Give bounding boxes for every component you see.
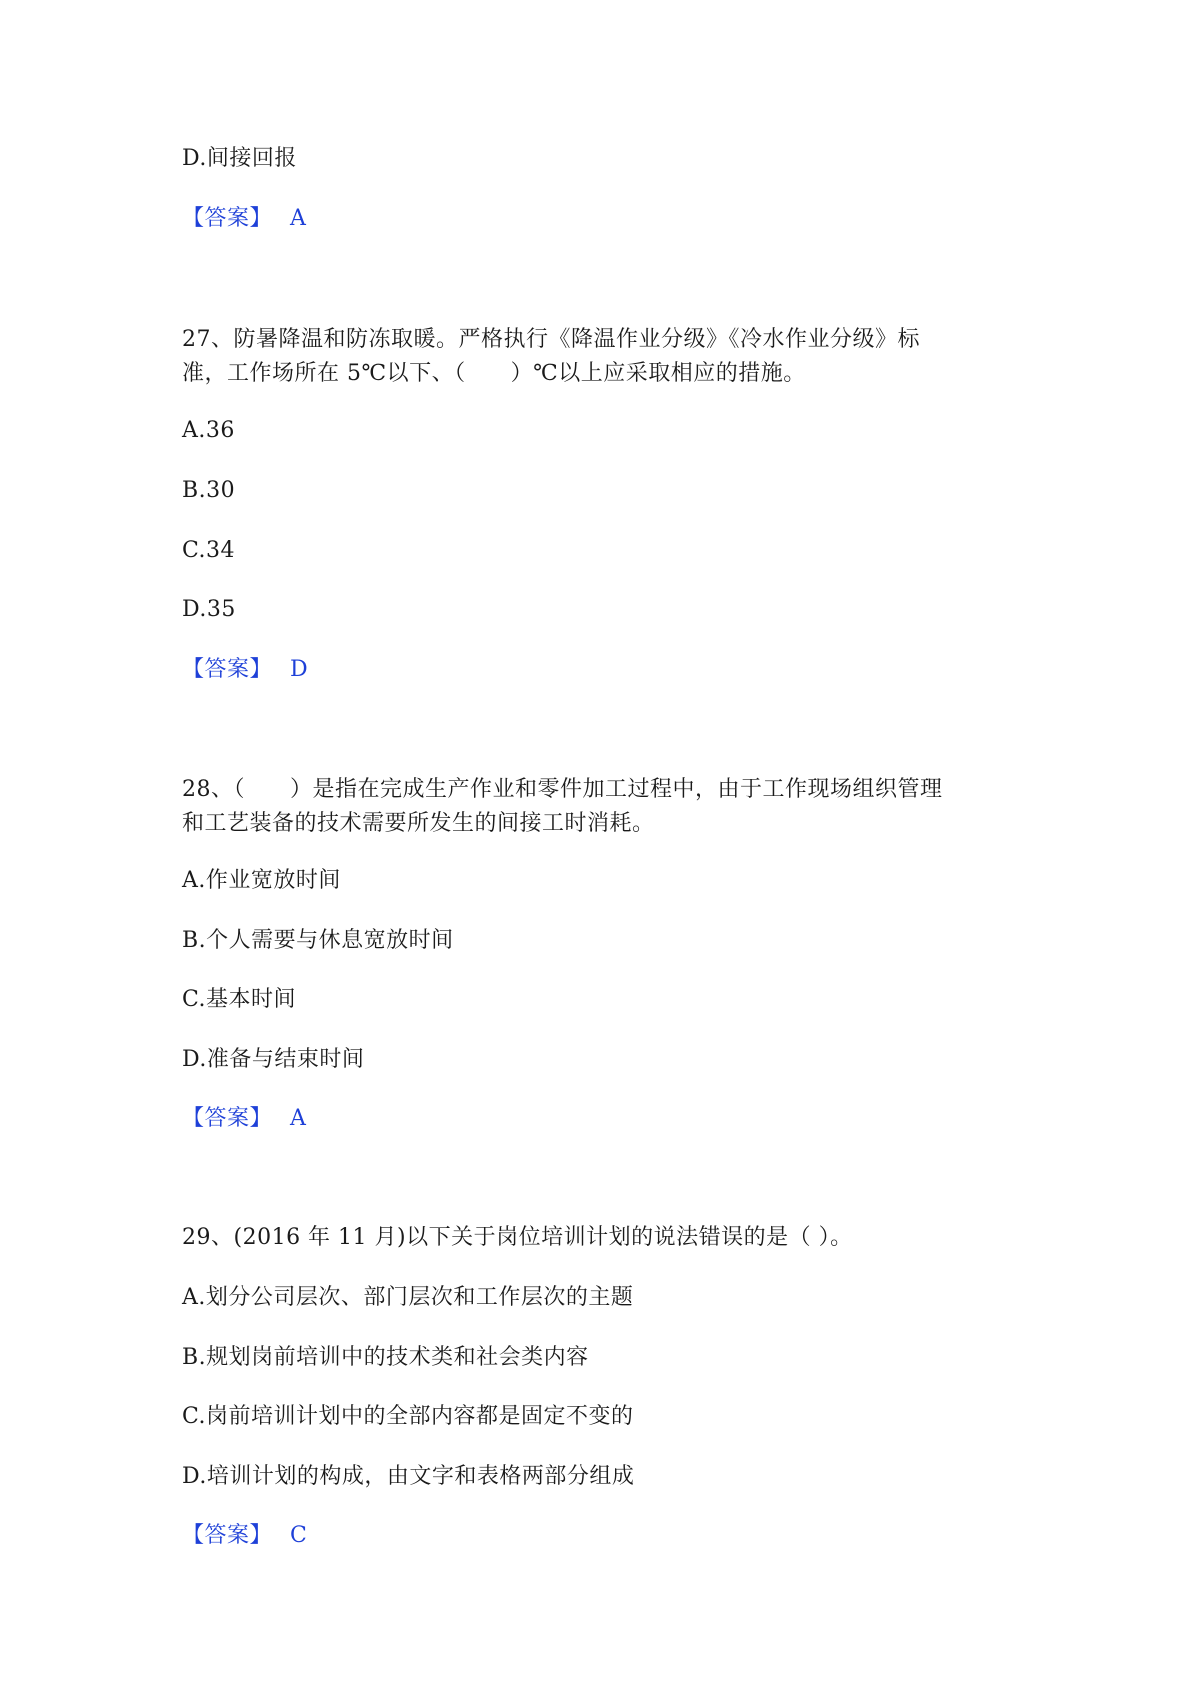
q28-option-c: C.基本时间 — [182, 987, 297, 1012]
answer-value: A — [290, 206, 307, 231]
prev-option-d: D.间接回报 — [182, 146, 297, 171]
q29-option-a: A.划分公司层次、部门层次和工作层次的主题 — [182, 1285, 634, 1310]
q29-option-c: C.岗前培训计划中的全部内容都是固定不变的 — [182, 1404, 634, 1429]
q28-option-b: B.个人需要与休息宽放时间 — [182, 928, 454, 953]
q28-answer — [182, 1104, 306, 1134]
q27-option-d: D.35 — [182, 597, 236, 622]
q27-option-a: A.36 — [182, 418, 235, 443]
q27-stem-line2: 准，工作场所在 5℃以下、（ ）℃以上应采取相应的措施。 — [182, 361, 806, 386]
q29-option-d: D.培训计划的构成，由文字和表格两部分组成 — [182, 1464, 635, 1489]
q28-option-a: A.作业宽放时间 — [182, 868, 341, 893]
answer-value: D — [290, 657, 309, 682]
q29-stem-line1: 29、(2016 年 11 月)以下关于岗位培训计划的说法错误的是（ ）。 — [182, 1225, 853, 1250]
prev-answer — [182, 204, 306, 234]
q27-option-b: B.30 — [182, 478, 236, 503]
answer-label: 【答案】 — [182, 657, 273, 682]
q27-option-c: C.34 — [182, 538, 236, 563]
q29-answer — [182, 1521, 307, 1551]
answer-label: 【答案】 — [182, 1523, 273, 1548]
answer-value: C — [290, 1523, 308, 1548]
q28-stem-line1: 28、（ ）是指在完成生产作业和零件加工过程中，由于工作现场组织管理 — [182, 777, 943, 802]
answer-value: A — [290, 1106, 307, 1131]
q27-stem-line1: 27、防暑降温和防冻取暖。严格执行《降温作业分级》《冷水作业分级》标 — [182, 327, 920, 352]
q29-option-b: B.规划岗前培训中的技术类和社会类内容 — [182, 1345, 589, 1370]
q28-stem-line2: 和工艺装备的技术需要所发生的间接工时消耗。 — [182, 811, 655, 836]
answer-label: 【答案】 — [182, 1106, 273, 1131]
q27-answer — [182, 655, 308, 685]
answer-label: 【答案】 — [182, 206, 273, 231]
q28-option-d: D.准备与结束时间 — [182, 1047, 365, 1072]
